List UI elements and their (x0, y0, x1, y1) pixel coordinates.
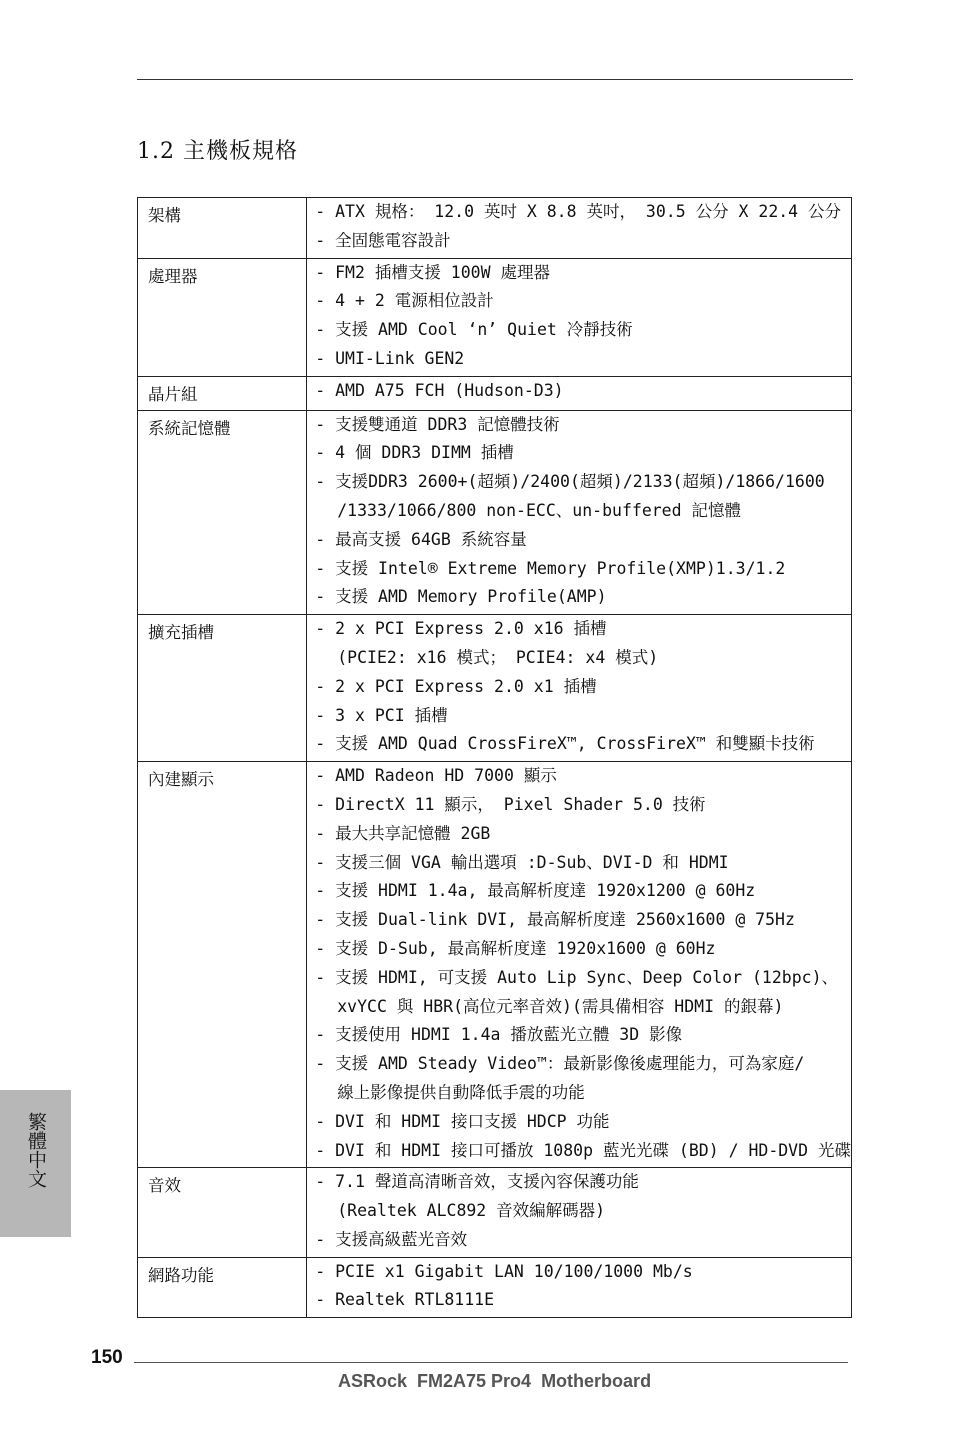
spec-row (138, 198, 852, 259)
spec-label: 音效 (138, 1168, 307, 1257)
spec-items (307, 1257, 852, 1318)
spec-line: - DVI 和 HDMI 接口支援 HDCP 功能 (315, 1111, 610, 1131)
spec-line: - AMD A75 FCH (Hudson-D3) (315, 380, 564, 400)
spec-line: - 最大共享記憶體 2GB (315, 823, 491, 843)
spec-line: - 支援DDR3 2600+(超頻)/2400(超頻)/2133(超頻)/1866/1600 (315, 472, 825, 492)
spec-line: - 4 + 2 電源相位設計 (315, 291, 494, 311)
spec-line: /1333/1066/800 non-ECC、un-buffered 記憶體 (337, 500, 741, 520)
spec-line: - 支援三個 VGA 輸出選項 :D-Sub、DVI-D 和 HDMI (315, 852, 729, 872)
spec-row (138, 258, 852, 376)
top-rule (137, 79, 853, 80)
footer-product-name: ASRock FM2A75 Pro4 Motherboard (338, 1371, 652, 1391)
spec-line: (PCIE2: x16 模式； PCIE4: x4 模式) (337, 647, 659, 667)
spec-line: - 4 個 DDR3 DIMM 插槽 (315, 443, 514, 463)
spec-line: - 7.1 聲道高清晰音效，支援內容保護功能 (315, 1172, 639, 1192)
spec-line: - 支援 AMD Cool ‘n’ Quiet 冷靜技術 (315, 320, 633, 340)
page-number: 150 (91, 1347, 123, 1368)
spec-line: (Realtek ALC892 音效編解碼器) (337, 1201, 606, 1221)
spec-label: 晶片組 (138, 376, 307, 410)
spec-line: - FM2 插槽支援 100W 處理器 (315, 262, 550, 282)
spec-line: - 支援 AMD Memory Profile(AMP) (315, 587, 607, 607)
spec-table (137, 197, 852, 1318)
spec-label: 處理器 (138, 258, 307, 376)
spec-label: 架構 (138, 198, 307, 259)
spec-items (307, 615, 852, 762)
spec-line: - 支援高級藍光音效 (315, 1229, 468, 1249)
section-title: 1.2 主機板規格 (137, 139, 298, 164)
spec-row (138, 376, 852, 410)
spec-line: - 最高支援 64GB 系統容量 (315, 529, 527, 549)
spec-row (138, 615, 852, 762)
spec-line: - 2 x PCI Express 2.0 x16 插槽 (315, 619, 607, 639)
spec-line: - 支援使用 HDMI 1.4a 播放藍光立體 3D 影像 (315, 1025, 683, 1045)
spec-label: 內建顯示 (138, 762, 307, 1168)
spec-row (138, 1257, 852, 1318)
spec-line: - PCIE x1 Gigabit LAN 10/100/1000 Mb/s (315, 1261, 693, 1281)
spec-line: - 支援 Intel® Extreme Memory Profile(XMP)1.3/1.2 (315, 558, 786, 578)
footer-rule (134, 1362, 848, 1363)
spec-line: - 2 x PCI Express 2.0 x1 插槽 (315, 676, 597, 696)
spec-line: - DirectX 11 顯示， Pixel Shader 5.0 技術 (315, 794, 706, 814)
spec-line: - 支援 HDMI 1.4a, 最高解析度達 1920x1200 @ 60Hz (315, 881, 756, 901)
spec-label: 擴充插槽 (138, 615, 307, 762)
spec-row (138, 1168, 852, 1257)
spec-line: 線上影像提供自動降低手震的功能 (337, 1082, 585, 1102)
spec-items (307, 762, 852, 1168)
spec-line: - 支援 HDMI, 可支援 Auto Lip Sync、Deep Color (12bpc)、 (315, 967, 839, 987)
spec-line: - 3 x PCI 插槽 (315, 705, 448, 725)
spec-items (307, 198, 852, 259)
spec-line: - 全固態電容設計 (315, 230, 451, 250)
spec-line: - UMI-Link GEN2 (315, 348, 465, 368)
spec-items (307, 1168, 852, 1257)
spec-row (138, 762, 852, 1168)
spec-items (307, 376, 852, 410)
spec-line: - 支援 AMD Quad CrossFireX™, CrossFireX™ 和雙顯卡技術 (315, 734, 815, 754)
spec-line: - Realtek RTL8111E (315, 1290, 495, 1310)
spec-line: - AMD Radeon HD 7000 顯示 (315, 766, 557, 786)
spec-items (307, 258, 852, 376)
spec-label: 網路功能 (138, 1257, 307, 1318)
spec-label: 系統記憶體 (138, 410, 307, 615)
spec-line: - 支援 AMD Steady Video™：最新影像後處理能力，可為家庭/ (315, 1054, 805, 1074)
spec-line: - 支援雙通道 DDR3 記憶體技術 (315, 414, 560, 434)
spec-line: - 支援 Dual-link DVI, 最高解析度達 2560x1600 @ 75Hz (315, 910, 795, 930)
language-side-tab (0, 1090, 71, 1237)
spec-row (138, 410, 852, 615)
spec-line: xvYCC 與 HBR(高位元率音效)(需具備相容 HDMI 的銀幕) (337, 996, 784, 1016)
spec-line: - DVI 和 HDMI 接口可播放 1080p 藍光光碟 (BD) / HD-DVD 光碟 (315, 1140, 851, 1160)
spec-items (307, 410, 852, 615)
spec-line: - ATX 規格： 12.0 英吋 X 8.8 英吋， 30.5 公分 X 22.4 公分 (315, 202, 842, 221)
spec-line: - 支援 D-Sub, 最高解析度達 1920x1600 @ 60Hz (315, 938, 716, 958)
side-tab-label: 繁體中文 (25, 1112, 47, 1188)
